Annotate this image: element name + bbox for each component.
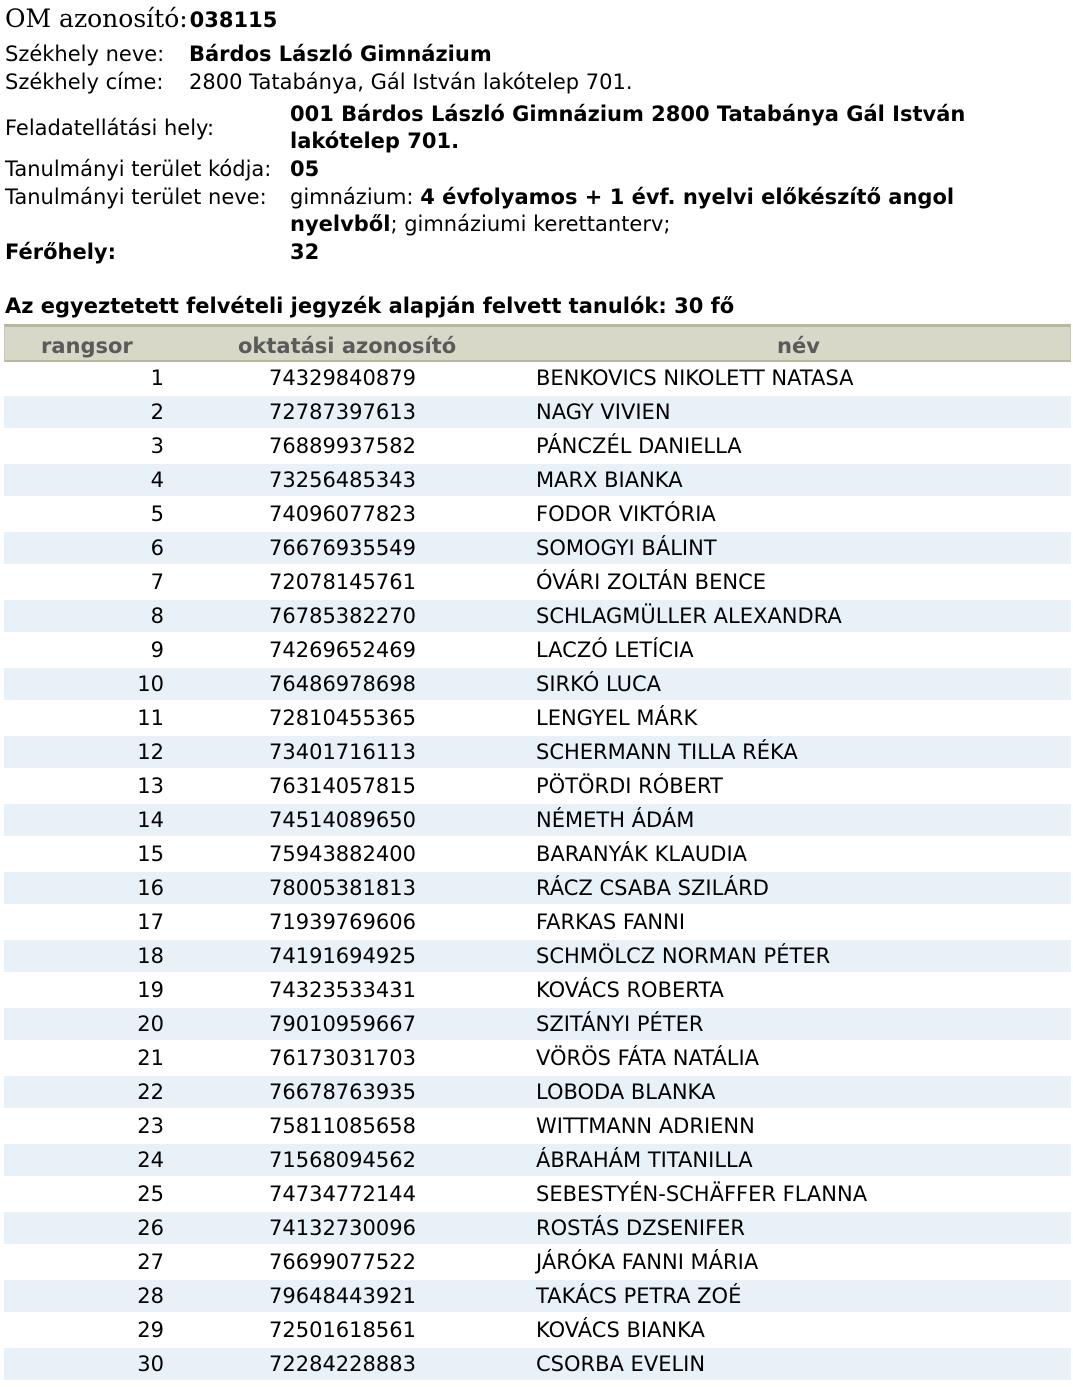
edu-id-cell: 72787397613 <box>269 400 416 424</box>
rank-cell: 24 <box>137 1148 164 1172</box>
edu-id-cell: 74329840879 <box>269 366 416 390</box>
admitted-students-table <box>4 324 1071 1382</box>
rank-cell: 2 <box>150 400 164 424</box>
name-cell: VÖRÖS FÁTA NATÁLIA <box>536 1046 760 1070</box>
edu-id-cell: 78005381813 <box>269 876 416 900</box>
om-id-label: OM azonosító: <box>5 4 188 33</box>
task-location-row <box>5 101 1065 157</box>
edu-id-cell: 74096077823 <box>269 502 416 526</box>
name-cell: SEBESTYÉN-SCHÄFFER FLANNA <box>536 1182 868 1206</box>
name-cell: KOVÁCS ROBERTA <box>536 978 724 1002</box>
name-cell: SZITÁNYI PÉTER <box>536 1012 704 1036</box>
table-row <box>4 1144 1071 1178</box>
rank-cell: 25 <box>137 1182 164 1206</box>
table-row <box>4 736 1071 770</box>
rank-cell: 11 <box>137 706 164 730</box>
edu-id-cell: 72284228883 <box>269 1352 416 1376</box>
edu-id-cell: 74323533431 <box>269 978 416 1002</box>
edu-id-cell: 73256485343 <box>269 468 416 492</box>
table-row <box>4 634 1071 668</box>
seat-name-value: Bárdos László Gimnázium <box>189 42 492 66</box>
name-cell: LOBODA BLANKA <box>536 1080 716 1104</box>
rank-cell: 1 <box>150 366 164 390</box>
table-row <box>4 702 1071 736</box>
edu-id-cell: 76889937582 <box>269 434 416 458</box>
name-cell: ROSTÁS DZSENIFER <box>536 1216 746 1240</box>
rank-cell: 27 <box>137 1250 164 1274</box>
table-row <box>4 940 1071 974</box>
rank-cell: 3 <box>150 434 164 458</box>
table-row <box>4 1008 1071 1042</box>
table-row <box>4 668 1071 702</box>
name-cell: SCHERMANN TILLA RÉKA <box>536 740 798 764</box>
rank-cell: 15 <box>137 842 164 866</box>
table-row <box>4 1110 1071 1144</box>
edu-id-cell: 76785382270 <box>269 604 416 628</box>
table-row <box>4 770 1071 804</box>
edu-id-cell: 79010959667 <box>269 1012 416 1036</box>
study-area-code-label: Tanulmányi terület kódja: <box>5 157 272 181</box>
table-row <box>4 838 1071 872</box>
rank-cell: 13 <box>137 774 164 798</box>
table-row <box>4 1212 1071 1246</box>
table-row <box>4 1076 1071 1110</box>
study-area-code-value: 05 <box>290 157 320 181</box>
edu-id-cell: 74734772144 <box>269 1182 416 1206</box>
rank-cell: 29 <box>137 1318 164 1342</box>
table-row <box>4 532 1071 566</box>
name-cell: WITTMANN ADRIENN <box>536 1114 755 1138</box>
seat-address-value: 2800 Tatabánya, Gál István lakótelep 701. <box>189 70 633 94</box>
rank-cell: 8 <box>150 604 164 628</box>
table-row <box>4 906 1071 940</box>
table-row <box>4 1314 1071 1348</box>
rank-cell: 9 <box>150 638 164 662</box>
rank-cell: 20 <box>137 1012 164 1036</box>
rank-cell: 6 <box>150 536 164 560</box>
edu-id-cell: 74514089650 <box>269 808 416 832</box>
om-id-value: 038115 <box>189 8 278 32</box>
edu-id-cell: 75811085658 <box>269 1114 416 1138</box>
task-location-value: 001 Bárdos László Gimnázium 2800 Tatabánya Gál István lakótelep 701. <box>290 102 966 153</box>
capacity-value: 32 <box>290 240 320 264</box>
rank-cell: 23 <box>137 1114 164 1138</box>
name-cell: FARKAS FANNI <box>536 910 686 934</box>
name-cell: CSORBA EVELIN <box>536 1352 706 1376</box>
table-row <box>4 1042 1071 1076</box>
table-row <box>4 430 1071 464</box>
edu-id-cell: 75943882400 <box>269 842 416 866</box>
table-row <box>4 974 1071 1008</box>
rank-cell: 14 <box>137 808 164 832</box>
edu-id-cell: 71568094562 <box>269 1148 416 1172</box>
rank-cell: 19 <box>137 978 164 1002</box>
rank-cell: 22 <box>137 1080 164 1104</box>
edu-id-cell: 73401716113 <box>269 740 416 764</box>
admitted-students-title: Az egyeztetett felvételi jegyzék alapján felvett tanulók: 30 fő <box>5 294 735 318</box>
rank-cell: 26 <box>137 1216 164 1240</box>
name-cell: JÁRÓKA FANNI MÁRIA <box>536 1250 759 1274</box>
edu-id-cell: 76678763935 <box>269 1080 416 1104</box>
rank-cell: 21 <box>137 1046 164 1070</box>
name-cell: ÓVÁRI ZOLTÁN BENCE <box>536 570 766 594</box>
name-cell: SCHLAGMÜLLER ALEXANDRA <box>536 604 842 628</box>
edu-id-cell: 76699077522 <box>269 1250 416 1274</box>
name-cell: BARANYÁK KLAUDIA <box>536 842 748 866</box>
edu-id-cell: 72501618561 <box>269 1318 416 1342</box>
edu-id-cell: 72810455365 <box>269 706 416 730</box>
edu-id-cell: 74191694925 <box>269 944 416 968</box>
rank-cell: 4 <box>150 468 164 492</box>
table-row <box>4 1246 1071 1280</box>
edu-id-cell: 76676935549 <box>269 536 416 560</box>
study-area-name-label: Tanulmányi terület neve: <box>5 185 267 209</box>
rank-cell: 10 <box>137 672 164 696</box>
name-cell: PÖTÖRDI RÓBERT <box>536 774 723 798</box>
rank-cell: 30 <box>137 1352 164 1376</box>
study-area-name-prefix: gimnázium: <box>290 185 421 209</box>
edu-id-cell: 76486978698 <box>269 672 416 696</box>
seat-name-label: Székhely neve: <box>5 42 165 66</box>
name-cell: SCHMÖLCZ NORMAN PÉTER <box>536 944 831 968</box>
table-row <box>4 600 1071 634</box>
table-row <box>4 872 1071 906</box>
seat-address-label: Székhely címe: <box>5 70 164 94</box>
edu-id-cell: 76314057815 <box>269 774 416 798</box>
name-cell: PÁNCZÉL DANIELLA <box>536 434 742 458</box>
name-cell: NAGY VIVIEN <box>536 400 671 424</box>
rank-cell: 18 <box>137 944 164 968</box>
name-cell: FODOR VIKTÓRIA <box>536 502 716 526</box>
table-row <box>4 464 1071 498</box>
table-header <box>4 324 1071 362</box>
table-row <box>4 1348 1071 1382</box>
edu-id-cell: 79648443921 <box>269 1284 416 1308</box>
table-row <box>4 804 1071 838</box>
header-rank: rangsor <box>41 334 133 358</box>
name-cell: ÁBRAHÁM TITANILLA <box>536 1148 753 1172</box>
header-edu-id: oktatási azonosító <box>238 334 457 358</box>
table-body <box>4 362 1071 1382</box>
table-row <box>4 1280 1071 1314</box>
edu-id-cell: 72078145761 <box>269 570 416 594</box>
table-row <box>4 362 1071 396</box>
name-cell: LENGYEL MÁRK <box>536 706 698 730</box>
name-cell: NÉMETH ÁDÁM <box>536 808 695 832</box>
rank-cell: 28 <box>137 1284 164 1308</box>
task-location-label: Feladatellátási hely: <box>5 116 215 140</box>
table-row <box>4 1178 1071 1212</box>
study-area-name-row <box>5 184 1065 240</box>
name-cell: TAKÁCS PETRA ZOÉ <box>536 1284 742 1308</box>
header-name: név <box>777 334 820 358</box>
study-area-name-bold: 4 évfolyamos + 1 évf. nyelvi előkészítő angol nyelvből <box>290 185 955 236</box>
table-row <box>4 498 1071 532</box>
name-cell: RÁCZ CSABA SZILÁRD <box>536 876 769 900</box>
name-cell: BENKOVICS NIKOLETT NATASA <box>536 366 854 390</box>
om-id-line <box>5 4 277 38</box>
edu-id-cell: 71939769606 <box>269 910 416 934</box>
table-row <box>4 396 1071 430</box>
edu-id-cell: 74132730096 <box>269 1216 416 1240</box>
table-row <box>4 566 1071 600</box>
edu-id-cell: 74269652469 <box>269 638 416 662</box>
rank-cell: 5 <box>150 502 164 526</box>
name-cell: KOVÁCS BIANKA <box>536 1318 705 1342</box>
capacity-label: Férőhely: <box>5 240 116 264</box>
rank-cell: 16 <box>137 876 164 900</box>
rank-cell: 7 <box>150 570 164 594</box>
study-area-name-suffix: ; gimnáziumi kerettanterv; <box>390 212 671 236</box>
edu-id-cell: 76173031703 <box>269 1046 416 1070</box>
name-cell: SOMOGYI BÁLINT <box>536 536 717 560</box>
study-area-name-value <box>290 184 1040 238</box>
name-cell: MARX BIANKA <box>536 468 683 492</box>
rank-cell: 17 <box>137 910 164 934</box>
rank-cell: 12 <box>137 740 164 764</box>
name-cell: SIRKÓ LUCA <box>536 672 661 696</box>
name-cell: LACZÓ LETÍCIA <box>536 638 694 662</box>
